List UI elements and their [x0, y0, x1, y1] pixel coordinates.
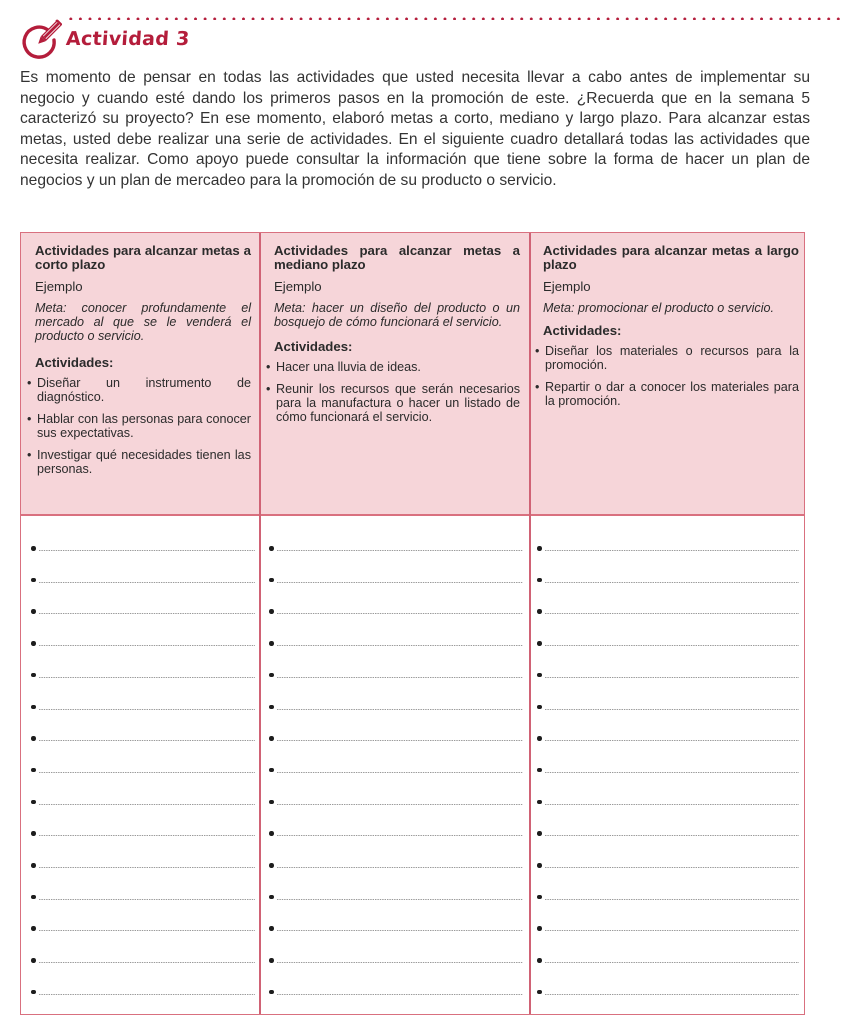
bullet-icon: [537, 578, 542, 583]
blank-answer-line[interactable]: [31, 989, 255, 1001]
dotted-write-line[interactable]: [545, 835, 799, 836]
dotted-write-line[interactable]: [277, 804, 523, 805]
blank-answer-line[interactable]: [31, 830, 255, 842]
blank-answer-line[interactable]: [269, 640, 523, 652]
bullet-icon: [31, 831, 36, 836]
header-cell-medium-term: [274, 233, 520, 516]
dotted-write-line[interactable]: [277, 962, 523, 963]
dotted-write-line[interactable]: [545, 804, 799, 805]
bullet-icon: [537, 546, 542, 551]
bullet-icon: [537, 736, 542, 741]
header-cell-long-term: [543, 233, 799, 516]
bullet-icon: [31, 800, 36, 805]
bullet-icon: [31, 673, 36, 678]
blank-lines-long-term: [537, 518, 799, 1014]
bullet-icon: [31, 990, 36, 995]
bullet-icon: [269, 768, 274, 773]
blank-answer-line[interactable]: [31, 957, 255, 969]
blank-answer-line[interactable]: [537, 672, 799, 684]
bullet-icon: [537, 641, 542, 646]
example-activity: • Hablar con las personas para conocer sus expectativas.: [27, 412, 251, 440]
example-activity: • Diseñar un instrumento de diagnóstico.: [27, 376, 251, 404]
blank-answer-line[interactable]: [537, 957, 799, 969]
activities-label: Actividades:: [543, 323, 622, 338]
blank-answer-line[interactable]: [537, 704, 799, 716]
blank-answer-line[interactable]: [31, 799, 255, 811]
blank-answer-line[interactable]: [31, 767, 255, 779]
blank-answer-line[interactable]: [31, 925, 255, 937]
bullet-icon: [31, 546, 36, 551]
example-activity: • Investigar qué necesidades tienen las personas.: [27, 448, 251, 476]
dotted-write-line[interactable]: [277, 994, 523, 995]
example-label: Ejemplo: [35, 279, 83, 294]
blank-answer-line[interactable]: [537, 799, 799, 811]
dotted-write-line[interactable]: [39, 740, 255, 741]
column-title: Actividades para alcanzar metas a largo plazo: [543, 243, 799, 272]
dotted-write-line[interactable]: [39, 835, 255, 836]
dotted-write-line[interactable]: [545, 772, 799, 773]
blank-answer-line[interactable]: [537, 640, 799, 652]
blank-answer-line[interactable]: [537, 608, 799, 620]
bullet-icon: [537, 768, 542, 773]
bullet-icon: [269, 736, 274, 741]
blank-answer-line[interactable]: [31, 640, 255, 652]
blank-lines-medium-term: [269, 518, 523, 1014]
bullet-icon: [31, 895, 36, 900]
dotted-write-line[interactable]: [39, 582, 255, 583]
blank-answer-line[interactable]: [31, 735, 255, 747]
dotted-rule: [66, 17, 843, 20]
dotted-write-line[interactable]: [545, 709, 799, 710]
blank-answer-line[interactable]: [269, 767, 523, 779]
example-goal: Meta: hacer un diseño del producto o un bosquejo de cómo funcionará el servicio.: [274, 301, 520, 329]
blank-answer-line[interactable]: [31, 672, 255, 684]
dotted-write-line[interactable]: [277, 613, 523, 614]
dotted-write-line[interactable]: [545, 582, 799, 583]
dotted-write-line[interactable]: [277, 550, 523, 551]
dotted-write-line[interactable]: [39, 867, 255, 868]
dotted-write-line[interactable]: [545, 613, 799, 614]
activities-table: [20, 232, 805, 1015]
activities-label: Actividades:: [35, 355, 114, 370]
blank-answer-line[interactable]: [269, 862, 523, 874]
example-activity: • Repartir o dar a conocer los materiales para la promoción.: [535, 380, 799, 408]
example-activities-list: [274, 360, 520, 424]
dotted-write-line[interactable]: [39, 899, 255, 900]
example-activity: • Hacer una lluvia de ideas.: [266, 360, 520, 374]
blank-answer-line[interactable]: [269, 957, 523, 969]
bullet-icon: [269, 578, 274, 583]
bullet-icon: [269, 958, 274, 963]
activity-title: Actividad 3: [65, 28, 191, 50]
bullet-icon: [31, 578, 36, 583]
example-activities-list: [35, 376, 251, 476]
bullet-icon: [269, 926, 274, 931]
blank-answer-line[interactable]: [31, 577, 255, 589]
blank-answer-line[interactable]: [269, 672, 523, 684]
dotted-write-line[interactable]: [39, 709, 255, 710]
dotted-write-line[interactable]: [39, 930, 255, 931]
example-label: Ejemplo: [543, 279, 591, 294]
column-divider: [529, 233, 531, 1014]
bullet-icon: [269, 609, 274, 614]
example-activity: • Diseñar los materiales o recursos para la promoción.: [535, 344, 799, 372]
column-title: Actividades para alcanzar metas a mediano plazo: [274, 243, 520, 272]
blank-answer-line[interactable]: [31, 545, 255, 557]
example-label: Ejemplo: [274, 279, 322, 294]
header-cell-short-term: [35, 233, 251, 516]
dotted-write-line[interactable]: [39, 613, 255, 614]
bullet-icon: [537, 831, 542, 836]
blank-answer-line[interactable]: [537, 894, 799, 906]
dotted-write-line[interactable]: [545, 645, 799, 646]
dotted-write-line[interactable]: [277, 677, 523, 678]
dotted-write-line[interactable]: [545, 677, 799, 678]
bullet-icon: [537, 673, 542, 678]
blank-answer-line[interactable]: [31, 862, 255, 874]
blank-answer-line[interactable]: [537, 862, 799, 874]
example-goal: Meta: conocer profundamente el mercado al que se le venderá el producto o servicio.: [35, 301, 251, 343]
bullet-icon: [269, 831, 274, 836]
dotted-write-line[interactable]: [277, 645, 523, 646]
dotted-write-line[interactable]: [39, 677, 255, 678]
bullet-icon: [31, 736, 36, 741]
blank-answer-line[interactable]: [269, 735, 523, 747]
dotted-write-line[interactable]: [545, 899, 799, 900]
dotted-write-line[interactable]: [39, 962, 255, 963]
bullet-icon: [537, 958, 542, 963]
dotted-write-line[interactable]: [277, 740, 523, 741]
bullet-icon: [537, 800, 542, 805]
pencil-circle-icon: [20, 18, 62, 60]
column-title: Actividades para alcanzar metas a corto plazo: [35, 243, 251, 272]
bullet-icon: [269, 895, 274, 900]
example-activities-list: [543, 344, 799, 408]
bullet-icon: [537, 705, 542, 710]
dotted-write-line[interactable]: [545, 550, 799, 551]
bullet-icon: [537, 895, 542, 900]
intro-paragraph: Es momento de pensar en todas las actividades que usted necesita llevar a cabo antes de implementar su negocio y cuando esté dando los primeros pasos en la promoción de este. ¿Recuerda que en la semana 5 caracterizó su proyecto? En ese momento, elaboró metas a corto, mediano y largo plazo. Para alcanzar estas metas, usted debe realizar una serie de actividades. En el siguiente cuadro detallará todas las actividades que necesita realizar. Como apoyo puede consultar la información que tiene sobre la forma de hacer un plan de negocios y un plan de mercadeo para la promoción de su producto o servicio.: [20, 69, 810, 189]
bullet-icon: [537, 990, 542, 995]
bullet-icon: [31, 926, 36, 931]
table-body-row: [21, 518, 804, 1014]
blank-answer-line[interactable]: [269, 577, 523, 589]
dotted-write-line[interactable]: [39, 804, 255, 805]
bullet-icon: [537, 926, 542, 931]
blank-answer-line[interactable]: [269, 545, 523, 557]
blank-answer-line[interactable]: [269, 704, 523, 716]
bullet-icon: [31, 958, 36, 963]
dotted-write-line[interactable]: [39, 645, 255, 646]
bullet-icon: [31, 768, 36, 773]
bullet-icon: [269, 673, 274, 678]
blank-answer-line[interactable]: [31, 704, 255, 716]
dotted-write-line[interactable]: [39, 550, 255, 551]
bullet-icon: [269, 800, 274, 805]
bullet-icon: [537, 863, 542, 868]
blank-answer-line[interactable]: [537, 577, 799, 589]
blank-answer-line[interactable]: [269, 830, 523, 842]
column-divider: [259, 233, 261, 1014]
dotted-write-line[interactable]: [277, 772, 523, 773]
dotted-write-line[interactable]: [277, 709, 523, 710]
bullet-icon: [537, 609, 542, 614]
blank-answer-line[interactable]: [269, 608, 523, 620]
dotted-write-line[interactable]: [277, 867, 523, 868]
dotted-write-line[interactable]: [545, 740, 799, 741]
dotted-write-line[interactable]: [277, 582, 523, 583]
dotted-write-line[interactable]: [545, 930, 799, 931]
blank-answer-line[interactable]: [269, 799, 523, 811]
blank-answer-line[interactable]: [31, 608, 255, 620]
dotted-write-line[interactable]: [545, 994, 799, 995]
blank-answer-line[interactable]: [269, 925, 523, 937]
blank-answer-line[interactable]: [537, 767, 799, 779]
bullet-icon: [269, 641, 274, 646]
bullet-icon: [269, 990, 274, 995]
blank-answer-line[interactable]: [537, 925, 799, 937]
blank-answer-line[interactable]: [537, 830, 799, 842]
dotted-write-line[interactable]: [39, 772, 255, 773]
activity-heading: [18, 14, 838, 66]
bullet-icon: [269, 863, 274, 868]
bullet-icon: [269, 546, 274, 551]
bullet-icon: [31, 863, 36, 868]
dotted-write-line[interactable]: [277, 930, 523, 931]
blank-answer-line[interactable]: [269, 894, 523, 906]
blank-answer-line[interactable]: [537, 989, 799, 1001]
example-activity: • Reunir los recursos que serán necesarios para la manufactura o hacer un listado de cómo funcionará el servicio.: [266, 382, 520, 424]
bullet-icon: [31, 705, 36, 710]
blank-answer-line[interactable]: [31, 894, 255, 906]
bullet-icon: [269, 705, 274, 710]
blank-answer-line[interactable]: [269, 989, 523, 1001]
bullet-icon: [31, 609, 36, 614]
bullet-icon: [31, 641, 36, 646]
blank-answer-line[interactable]: [537, 545, 799, 557]
activities-label: Actividades:: [274, 339, 353, 354]
dotted-write-line[interactable]: [277, 899, 523, 900]
dotted-write-line[interactable]: [545, 867, 799, 868]
dotted-write-line[interactable]: [277, 835, 523, 836]
dotted-write-line[interactable]: [545, 962, 799, 963]
blank-answer-line[interactable]: [537, 735, 799, 747]
blank-lines-short-term: [31, 518, 255, 1014]
dotted-write-line[interactable]: [39, 994, 255, 995]
example-goal: Meta: promocionar el producto o servicio.: [543, 301, 774, 315]
